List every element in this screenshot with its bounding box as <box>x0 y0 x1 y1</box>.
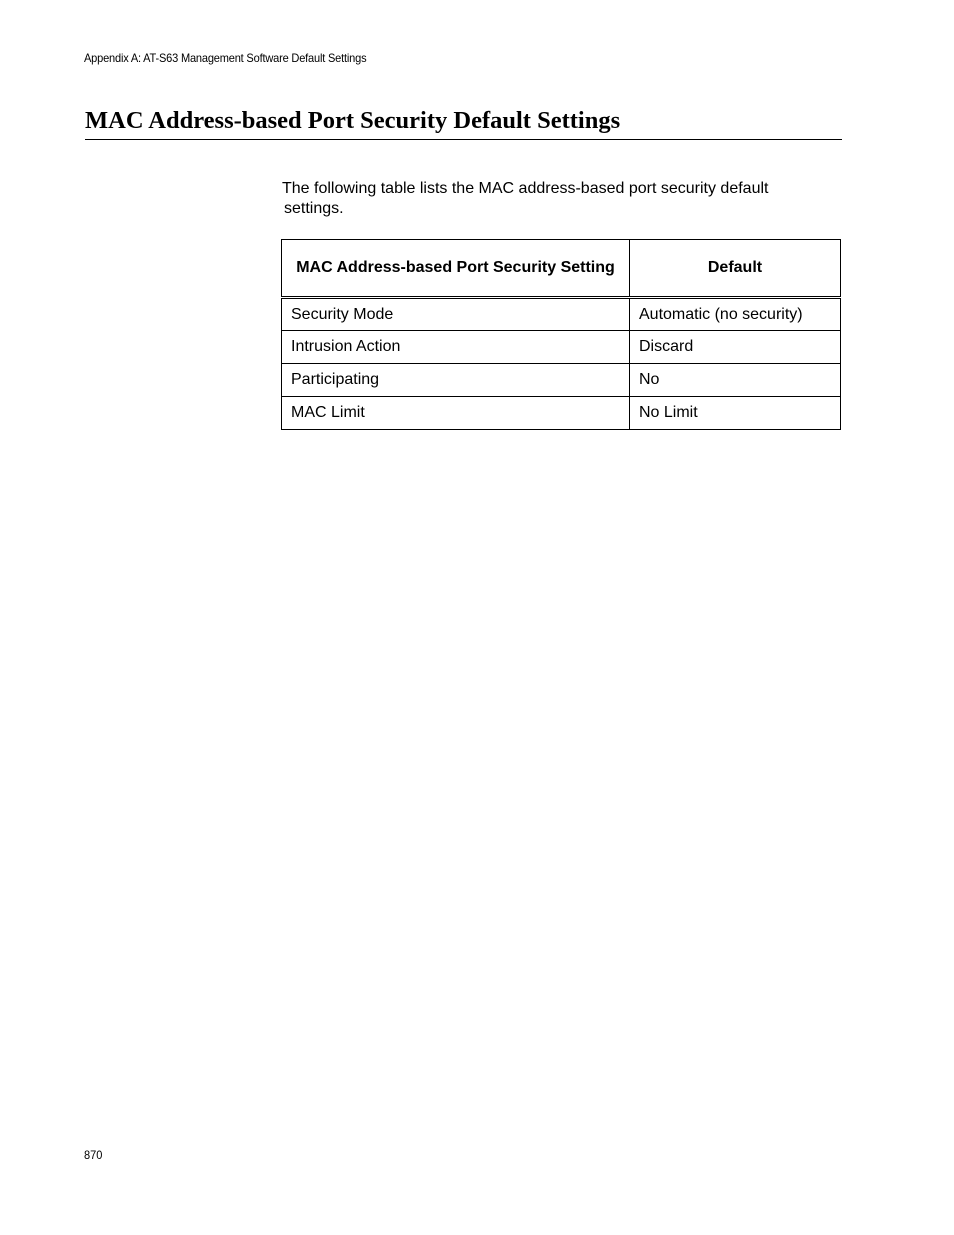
table-row <box>282 397 841 430</box>
column-header-default: Default <box>630 240 841 298</box>
setting-cell: Intrusion Action <box>282 331 630 364</box>
intro-paragraph <box>282 179 842 219</box>
intro-line: The following table lists the MAC address-based port security default <box>282 180 769 197</box>
default-cell: No Limit <box>630 397 841 430</box>
column-header-setting: MAC Address-based Port Security Setting <box>282 240 630 298</box>
table-row <box>282 331 841 364</box>
setting-cell: Participating <box>282 364 630 397</box>
table-header-row <box>282 240 841 298</box>
setting-cell: MAC Limit <box>282 397 630 430</box>
intro-line: settings. <box>284 200 344 217</box>
default-cell: Discard <box>630 331 841 364</box>
table-row <box>282 298 841 331</box>
default-cell: No <box>630 364 841 397</box>
default-cell: Automatic (no security) <box>630 298 841 331</box>
running-header: Appendix A: AT-S63 Management Software Default Settings <box>84 51 367 65</box>
section-title: MAC Address-based Port Security Default Settings <box>85 106 842 140</box>
table-row <box>282 364 841 397</box>
page-number: 870 <box>84 1148 103 1162</box>
port-security-defaults-table <box>281 239 841 430</box>
setting-cell: Security Mode <box>282 298 630 331</box>
